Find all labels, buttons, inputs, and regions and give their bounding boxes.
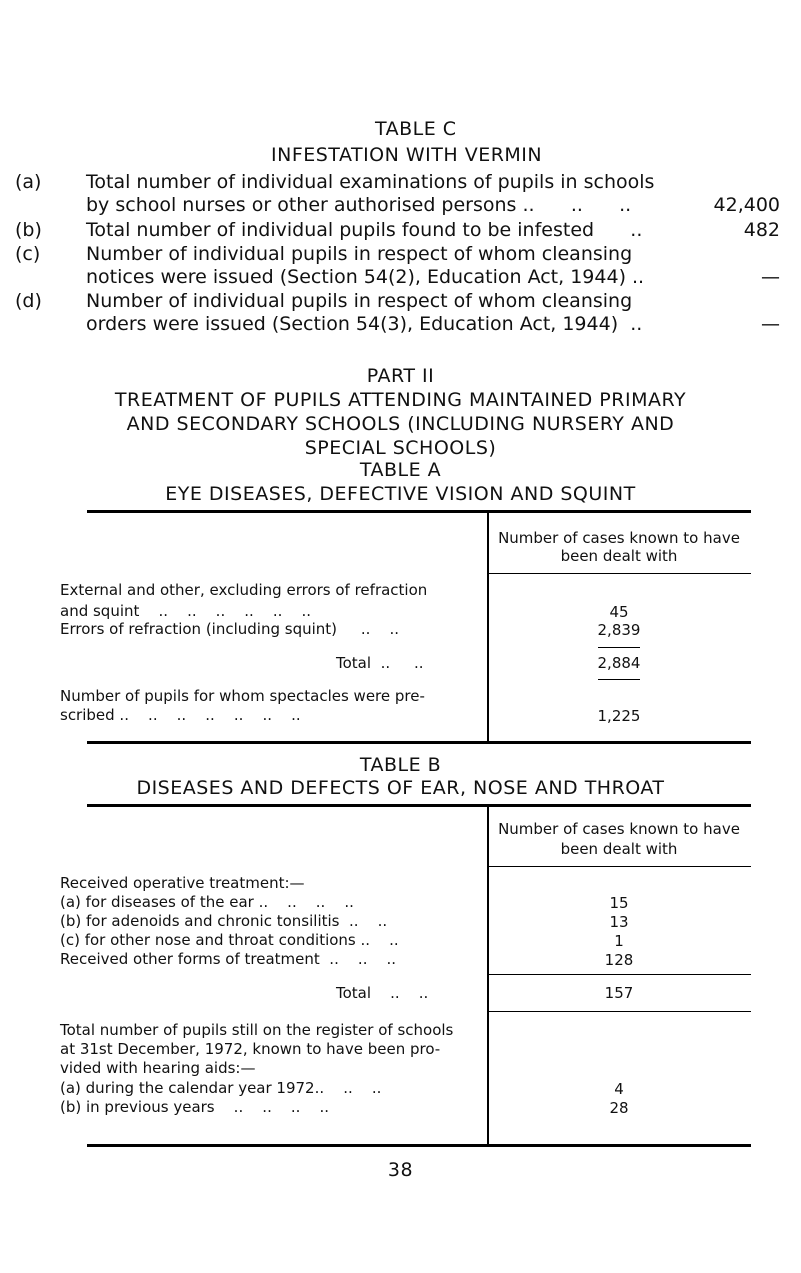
table-b-row-a-value: 15 <box>609 894 629 912</box>
table-b-other-label: Received other forms of treatment .. .. .. <box>60 950 397 968</box>
table-a-total-value: 2,884 <box>597 654 641 672</box>
table-a-row3-line1: Number of pupils for whom spectacles were pre- <box>60 687 425 705</box>
table-a-row1-line1: External and other, excluding errors of refraction <box>60 581 428 599</box>
table-b-total-value: 157 <box>604 984 634 1002</box>
table-b-other-value: 128 <box>604 951 634 969</box>
table-b-row-c-value: 1 <box>614 932 624 950</box>
table-b-total-label: Total .. .. <box>336 984 429 1002</box>
item-label-c: (c) <box>15 243 41 265</box>
table-b-section1-heading: Received operative treatment:— <box>60 874 305 892</box>
table-a-bottom-rule <box>87 741 751 744</box>
part-ii-line2: TREATMENT OF PUPILS ATTENDING MAINTAINED PRIMARY <box>114 389 687 411</box>
table-a-row2-label: Errors of refraction (including squint) .. .. <box>60 620 399 638</box>
table-b-row-d-label: (a) during the calendar year 1972.. .. .. <box>60 1079 382 1097</box>
table-b-total-rule <box>489 1011 751 1012</box>
item-a-line2: by school nurses or other authorised persons .. .. .. <box>86 194 632 216</box>
item-c-value: — <box>761 266 780 288</box>
item-label-d: (d) <box>15 290 42 312</box>
item-b-line1: Total number of individual pupils found to be infested .. <box>86 219 643 241</box>
table-a-header-rule <box>489 573 751 574</box>
table-a-total-label: Total .. .. <box>336 654 424 672</box>
table-b-row-b-label: (b) for adenoids and chronic tonsilitis .. .. <box>60 912 388 930</box>
part-ii-line3: AND SECONDARY SCHOOLS (INCLUDING NURSERY AND <box>126 413 675 435</box>
item-a-value: 42,400 <box>713 194 780 216</box>
table-b-sum-rule <box>489 974 751 975</box>
table-b-row-e-value: 28 <box>609 1099 629 1117</box>
table-b-header-line2: been dealt with <box>560 840 678 858</box>
table-a-total-rule <box>598 679 640 680</box>
item-d-value: — <box>761 313 780 335</box>
table-a-subtitle: EYE DISEASES, DEFECTIVE VISION AND SQUINT <box>165 483 636 505</box>
table-b-row-e-label: (b) in previous years .. .. .. .. <box>60 1098 330 1116</box>
table-a-row1-line2: and squint .. .. .. .. .. .. <box>60 602 312 620</box>
table-a-row2-value: 2,839 <box>597 621 641 639</box>
table-a-title: TABLE A <box>359 459 442 481</box>
table-a-row3-value: 1,225 <box>597 707 641 725</box>
table-b-title: TABLE B <box>359 754 442 776</box>
table-b-top-rule <box>87 804 751 807</box>
item-c-line1: Number of individual pupils in respect of whom cleansing <box>86 243 633 265</box>
table-b-row-d-value: 4 <box>614 1080 624 1098</box>
table-a-header-line2: been dealt with <box>560 547 678 565</box>
item-b-value: 482 <box>743 219 780 241</box>
item-c-line2: notices were issued (Section 54(2), Education Act, 1944) .. <box>86 266 645 288</box>
table-b-section2-line1: Total number of pupils still on the register of schools <box>60 1021 454 1039</box>
table-b-row-b-value: 13 <box>609 913 629 931</box>
table-c-subtitle: INFESTATION WITH VERMIN <box>271 144 543 166</box>
table-a-header-line1: Number of cases known to have <box>498 529 740 547</box>
table-b-row-c-label: (c) for other nose and throat conditions .. .. <box>60 931 399 949</box>
table-b-section2-line3: vided with hearing aids:— <box>60 1059 256 1077</box>
item-label-b: (b) <box>15 219 42 241</box>
page-number: 38 <box>387 1159 414 1181</box>
table-b-header-line1: Number of cases known to have <box>498 820 740 838</box>
table-b-row-a-label: (a) for diseases of the ear .. .. .. .. <box>60 893 354 911</box>
table-b-bottom-rule <box>87 1144 751 1147</box>
item-d-line2: orders were issued (Section 54(3), Education Act, 1944) .. <box>86 313 643 335</box>
item-a-line1: Total number of individual examinations of pupils in schools <box>86 171 655 193</box>
table-a-row3-line2: scribed .. .. .. .. .. .. .. <box>60 706 301 724</box>
part-ii-line4: SPECIAL SCHOOLS) <box>304 437 497 459</box>
table-c-title: TABLE C <box>375 118 457 140</box>
table-a-row1-value: 45 <box>609 603 629 621</box>
table-b-header-rule <box>489 866 751 867</box>
part-ii-heading: PART II <box>366 365 435 387</box>
item-d-line1: Number of individual pupils in respect of whom cleansing <box>86 290 633 312</box>
table-a-sum-rule <box>598 647 640 648</box>
table-a-top-rule <box>87 510 751 513</box>
table-b-subtitle: DISEASES AND DEFECTS OF EAR, NOSE AND THROAT <box>136 777 665 799</box>
item-label-a: (a) <box>15 171 42 193</box>
table-b-section2-line2: at 31st December, 1972, known to have been pro- <box>60 1040 441 1058</box>
